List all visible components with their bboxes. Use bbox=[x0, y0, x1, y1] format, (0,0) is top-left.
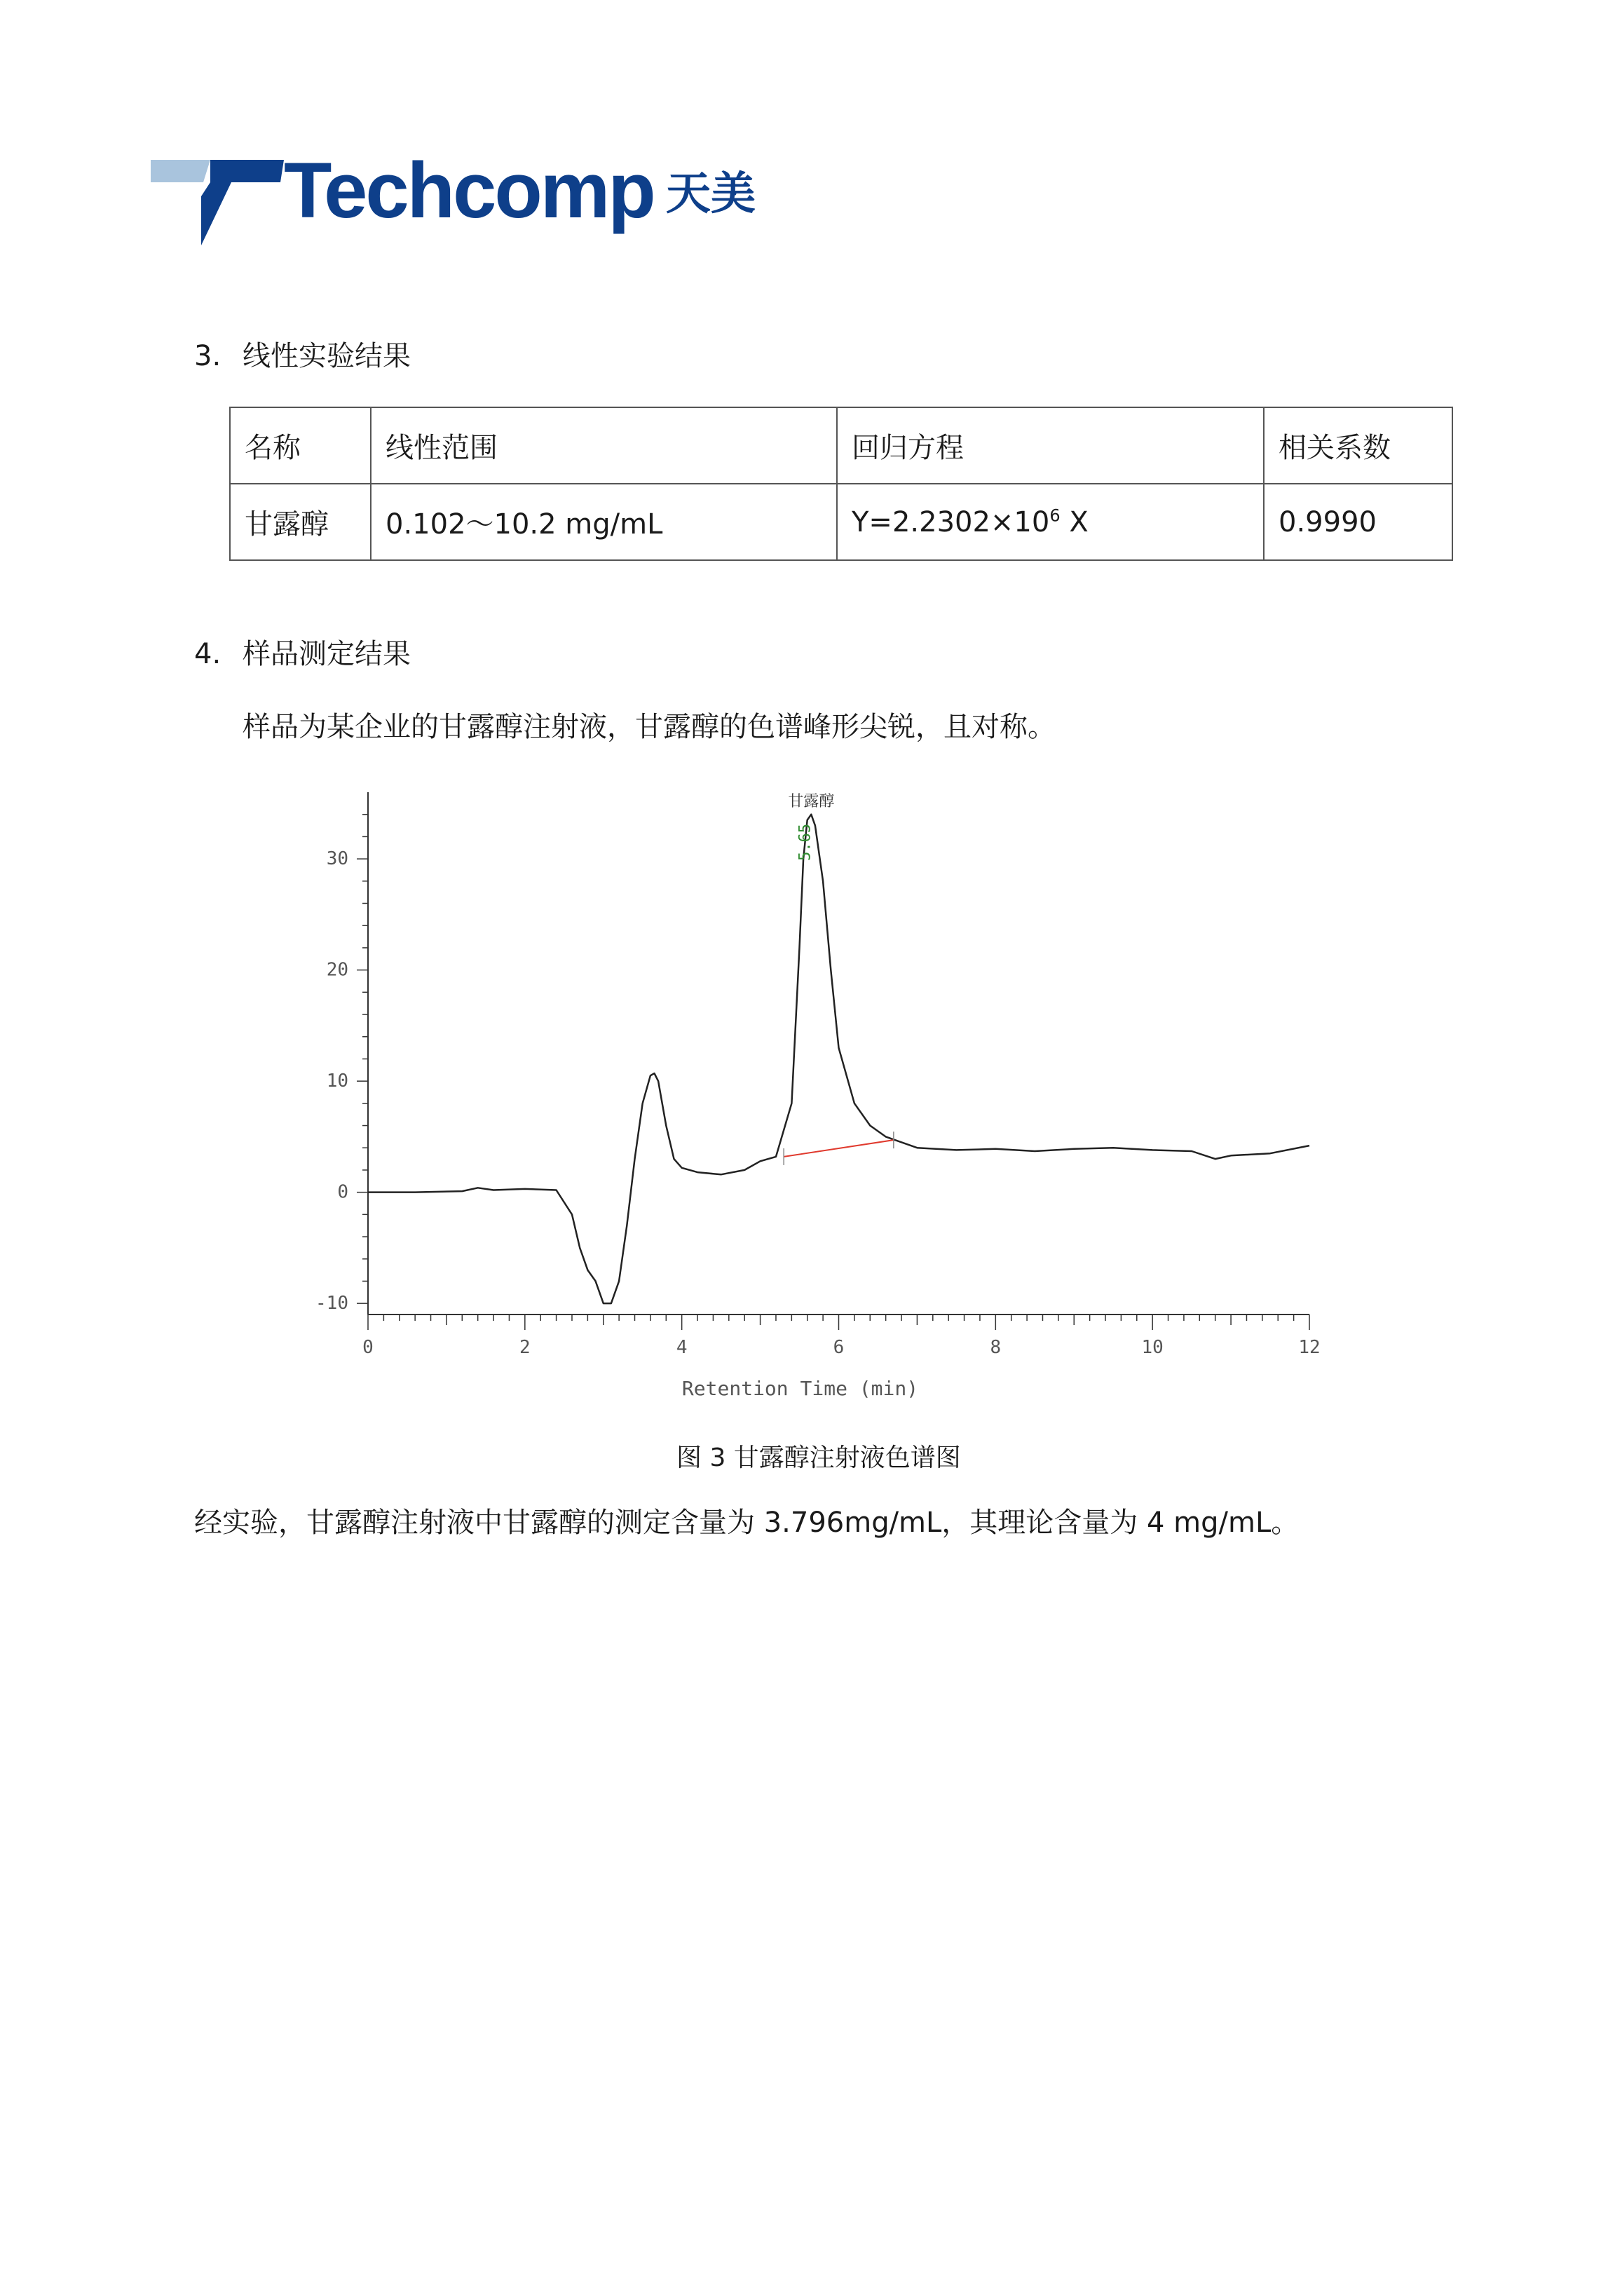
x-tick-label: 4 bbox=[676, 1337, 688, 1358]
x-tick-label: 2 bbox=[519, 1337, 531, 1358]
chromatogram-chart bbox=[280, 778, 1332, 1409]
table-header-row bbox=[230, 407, 1452, 484]
x-tick-label: 8 bbox=[990, 1337, 1002, 1358]
y-tick-label: 20 bbox=[326, 959, 348, 981]
x-axis-title: Retention Time (min) bbox=[681, 1377, 919, 1400]
section4-intro: 样品为某企业的甘露醇注射液，甘露醇的色谱峰形尖锐，且对称。 bbox=[243, 711, 1056, 743]
x-tick-label: 0 bbox=[362, 1337, 374, 1358]
y-tick-label: 0 bbox=[337, 1181, 348, 1203]
y-tick-label: -10 bbox=[315, 1293, 348, 1315]
section3-title: 线性实验结果 bbox=[243, 340, 411, 372]
table-header-cell: 名称 bbox=[230, 407, 371, 484]
table-row bbox=[230, 484, 1452, 560]
table-header-cell: 线性范围 bbox=[371, 407, 837, 484]
table-header-cell: 回归方程 bbox=[837, 407, 1264, 484]
peak-label: 甘露醇 bbox=[788, 793, 835, 810]
linearity-table bbox=[229, 407, 1453, 561]
y-tick-label: 30 bbox=[326, 848, 348, 870]
x-tick-label: 6 bbox=[833, 1337, 845, 1358]
baseline-line bbox=[784, 1140, 894, 1157]
table-header-cell: 相关系数 bbox=[1264, 407, 1452, 484]
x-tick-label: 10 bbox=[1141, 1337, 1164, 1358]
brand-name: Techcomp bbox=[284, 147, 654, 234]
table-cell-equation: $Y=2.2302\times 10^6$ X bbox=[837, 484, 1264, 560]
peak-rt-label: 5.65 bbox=[796, 823, 815, 861]
table-cell-range: 0.102～10.2 mg/mL bbox=[371, 484, 837, 560]
chromatogram-line bbox=[368, 815, 1309, 1303]
brand-name-cn: 天美 bbox=[666, 168, 756, 220]
logo-mark-icon bbox=[151, 147, 291, 245]
table-cell-r: 0.9990 bbox=[1264, 484, 1452, 560]
conclusion-text: 经实验，甘露醇注射液中甘露醇的测定含量为 3.796mg/mL，其理论含量为 4 mg/mL。 bbox=[194, 1507, 1300, 1539]
y-tick-label: 10 bbox=[326, 1071, 348, 1092]
x-tick-label: 12 bbox=[1298, 1337, 1321, 1358]
figure-caption: 图 3 甘露醇注射液色谱图 bbox=[676, 1444, 961, 1472]
section4-title: 样品测定结果 bbox=[243, 638, 411, 670]
section4-number: 4. bbox=[194, 638, 222, 670]
table-cell-name: 甘露醇 bbox=[230, 484, 371, 560]
section3-number: 3. bbox=[194, 340, 222, 372]
